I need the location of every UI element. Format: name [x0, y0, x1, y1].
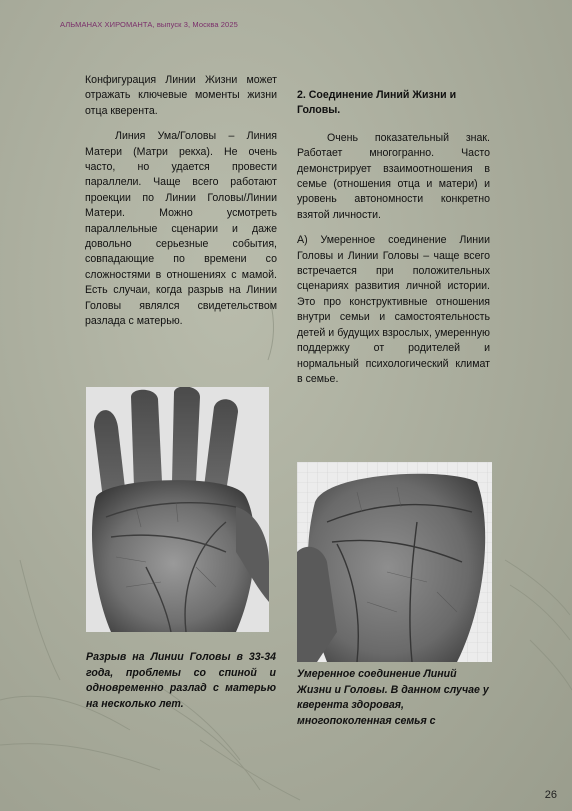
left-column: [85, 73, 277, 340]
left-paragraph-2: Линия Ума/Головы – Линия Матери (Матри рекха). Не очень часто, но удается провести параллели. Чаще всего работают проекции по Линии Головы/Линии Матери. Можно усмотреть параллельные сценарии и даже довольно серьезные события, совпадающие по времени со сложностями в отношениях с мамой. Есть случаи, когда разрыв на Линии Головы являлся свидетельством разлада с матерью.: [85, 130, 277, 328]
palm-photo-2: [297, 462, 492, 662]
running-header: АЛЬМАНАХ ХИРОМАНТА, выпуск 3, Москва 2025: [60, 20, 238, 29]
photo-2-caption: Умеренное соединение Линий Жизни и Головы. В данном случае у кверента здоровая, многопоколенная семья с: [297, 668, 489, 727]
page-number: 26: [544, 789, 557, 801]
photo-1-caption: Разрыв на Линии Головы в 33-34 года, проблемы со спиной и одновременно разлад с матерью на несколько лет.: [86, 651, 276, 710]
right-paragraph-1: Очень показательный знак. Работает многогранно. Часто демонстрирует взаимоотношения в семье (отношения отца и матери) и уровень автономности конкретно взятой личности.: [297, 131, 490, 221]
right-column: [297, 88, 490, 397]
palm-photo-1: [86, 387, 269, 632]
left-paragraph-1: Конфигурация Линии Жизни может отражать ключевые моменты жизни отца кверента.: [85, 74, 277, 117]
right-paragraph-2: А) Умеренное соединение Линии Головы и Линии Головы – чаще всего встречается при положительных сценариях развития личной истории. Это про конструктивные отношения внутри семьи и самостоятельность детей и будущих взрослых, умеренную поддержку от родителей и нормальный психологический климат в семье.: [297, 234, 490, 385]
section-heading: 2. Соединение Линий Жизни и Головы.: [297, 89, 457, 117]
